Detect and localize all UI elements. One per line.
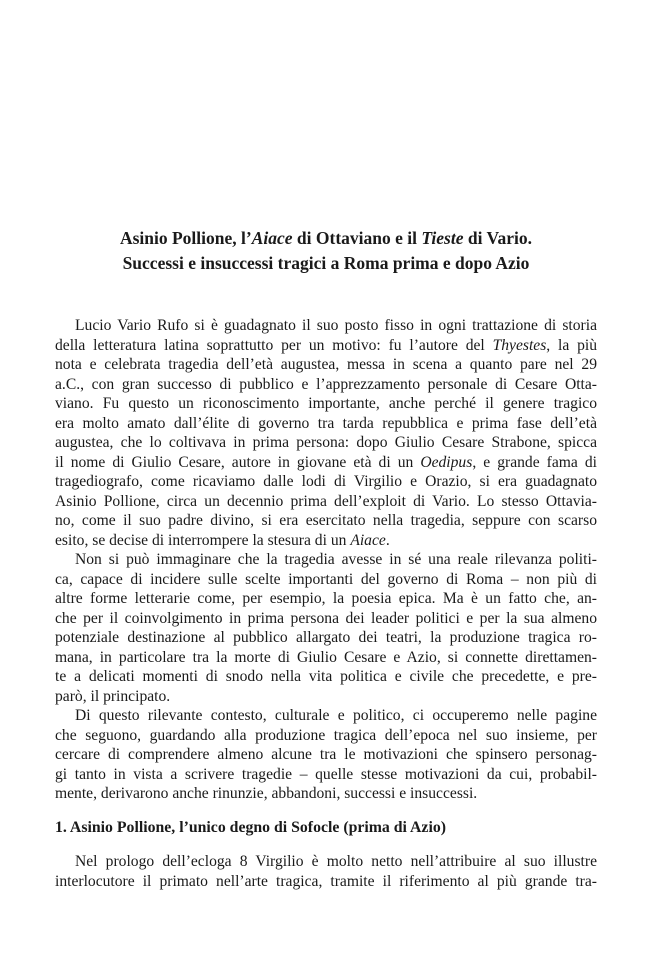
paragraph-3-line: gi tanto in vista a scrivere tragedie – quelle stesse motivazioni da cui, probabil-: [55, 765, 597, 783]
text-run: , la più: [546, 336, 597, 354]
paragraph-2-line: ca, capace di incidere sulle scelte importanti del governo di Roma – non più di: [55, 570, 597, 588]
title-text: Asinio Pollione, l’: [119, 228, 252, 248]
title-text: di Ottaviano e il: [292, 228, 422, 248]
text-run: esito, se decise di interrompere la stesura di un: [55, 531, 351, 549]
text-run: , e grande fama di: [472, 453, 597, 471]
paragraph-1-line: Asinio Pollione, circa un decennio prima dell’exploit di Vario. Lo stesso Ottavia-: [55, 492, 597, 510]
paragraph-1-line: era molto amato dall’élite di governo tra tarda repubblica e prima fase dell’età: [55, 414, 597, 432]
title-italic-aiace: Aiace: [251, 228, 293, 248]
text-run: .: [385, 531, 390, 549]
paragraph-2-line: mana, in particolare tra la morte di Giulio Cesare e Azio, si connette direttamen-: [55, 648, 597, 666]
title-italic-tieste: Tieste: [421, 228, 464, 248]
paragraph-2-line: Non si può immaginare che la tragedia avesse in sé una reale rilevanza politi-: [75, 551, 597, 568]
paragraph-3-line: cercare di comprendere almeno alcune tra le motivazioni che spinsero personag-: [55, 746, 597, 763]
text-run: il nome di Giulio Cesare, autore in giovane età di un: [55, 453, 421, 471]
paragraph-2-line: potenziale destinazione al pubblico allargato dei teatri, la produzione tragica ro-: [55, 629, 597, 646]
title-line-1: [55, 226, 597, 251]
title-text: di Vario.: [463, 228, 533, 248]
text-run: della letteratura latina soprattutto per un motivo: fu l’autore del: [55, 336, 493, 354]
paragraph-1-line: a.C., con gran successo di pubblico e l’apprezzamento personale di Cesare Otta-: [55, 375, 597, 393]
paragraph-1-line: viano. Fu questo un riconoscimento importante, anche perché il genere tragico: [55, 395, 597, 412]
italic-title-thyestes: Thyestes: [492, 336, 547, 354]
paragraph-4-line: Nel prologo dell’ecloga 8 Virgilio è molto netto nell’attribuire al suo illustre: [75, 853, 597, 870]
body-text: [55, 316, 597, 804]
paragraph-2-line: che per il coinvolgimento in prima persona dei leader politici e per la sua almeno: [55, 609, 597, 627]
paragraph-1-line: [55, 336, 597, 356]
paragraph-1-line: [55, 453, 597, 473]
paragraph-2-line: te a delicati momenti di snodo nella vita politica e civile che precedette, e pre-: [55, 668, 597, 685]
paragraph-1-line: Lucio Vario Rufo si è guadagnato il suo posto fisso in ogni trattazione di storia: [75, 317, 597, 334]
body-text-section-1: [55, 852, 597, 891]
chapter-title: [55, 226, 597, 276]
paragraph-3-line: mente, derivarono anche rinunzie, abbandoni, successi e insuccessi.: [55, 785, 478, 802]
section-heading: 1. Asinio Pollione, l’unico degno di Sofocle (prima di Azio): [55, 819, 446, 836]
paragraph-3-line: che seguono, guardando alla produzione tragica dell’epoca nel suo insieme, per: [55, 726, 597, 744]
paragraph-1-line: no, come il suo padre divino, si era esercitato nella tragedia, seppure con scarso: [55, 512, 597, 529]
paragraph-2-line: altre forme letterarie come, per esempio, la poesia epica. Ma è un fatto che, an-: [55, 590, 597, 607]
paragraph-1-line: [55, 531, 597, 551]
paragraph-1-line: augustea, che lo coltivava in prima persona: dopo Giulio Cesare Strabone, spicca: [55, 434, 597, 451]
title-line-2: Successi e insuccessi tragici a Roma prima e dopo Azio: [122, 253, 530, 273]
paragraph-1-line: nota e celebrata tragedia dell’età augustea, messa in scena a quanto pare nel 29: [55, 356, 597, 373]
paragraph-4-line: interlocutore il primato nell’arte tragica, tramite il riferimento al più grande tra-: [55, 872, 597, 890]
italic-title-aiace: Aiace: [350, 531, 386, 549]
italic-title-oedipus: Oedipus: [420, 453, 473, 471]
paragraph-1-line: tragediografo, come ricaviamo dalle lodi di Virgilio e Orazio, si era guadagnato: [55, 473, 597, 490]
paragraph-2-line: parò, il principato.: [55, 687, 171, 705]
paragraph-3-line: Di questo rilevante contesto, culturale e politico, ci occuperemo nelle pagine: [75, 707, 597, 724]
